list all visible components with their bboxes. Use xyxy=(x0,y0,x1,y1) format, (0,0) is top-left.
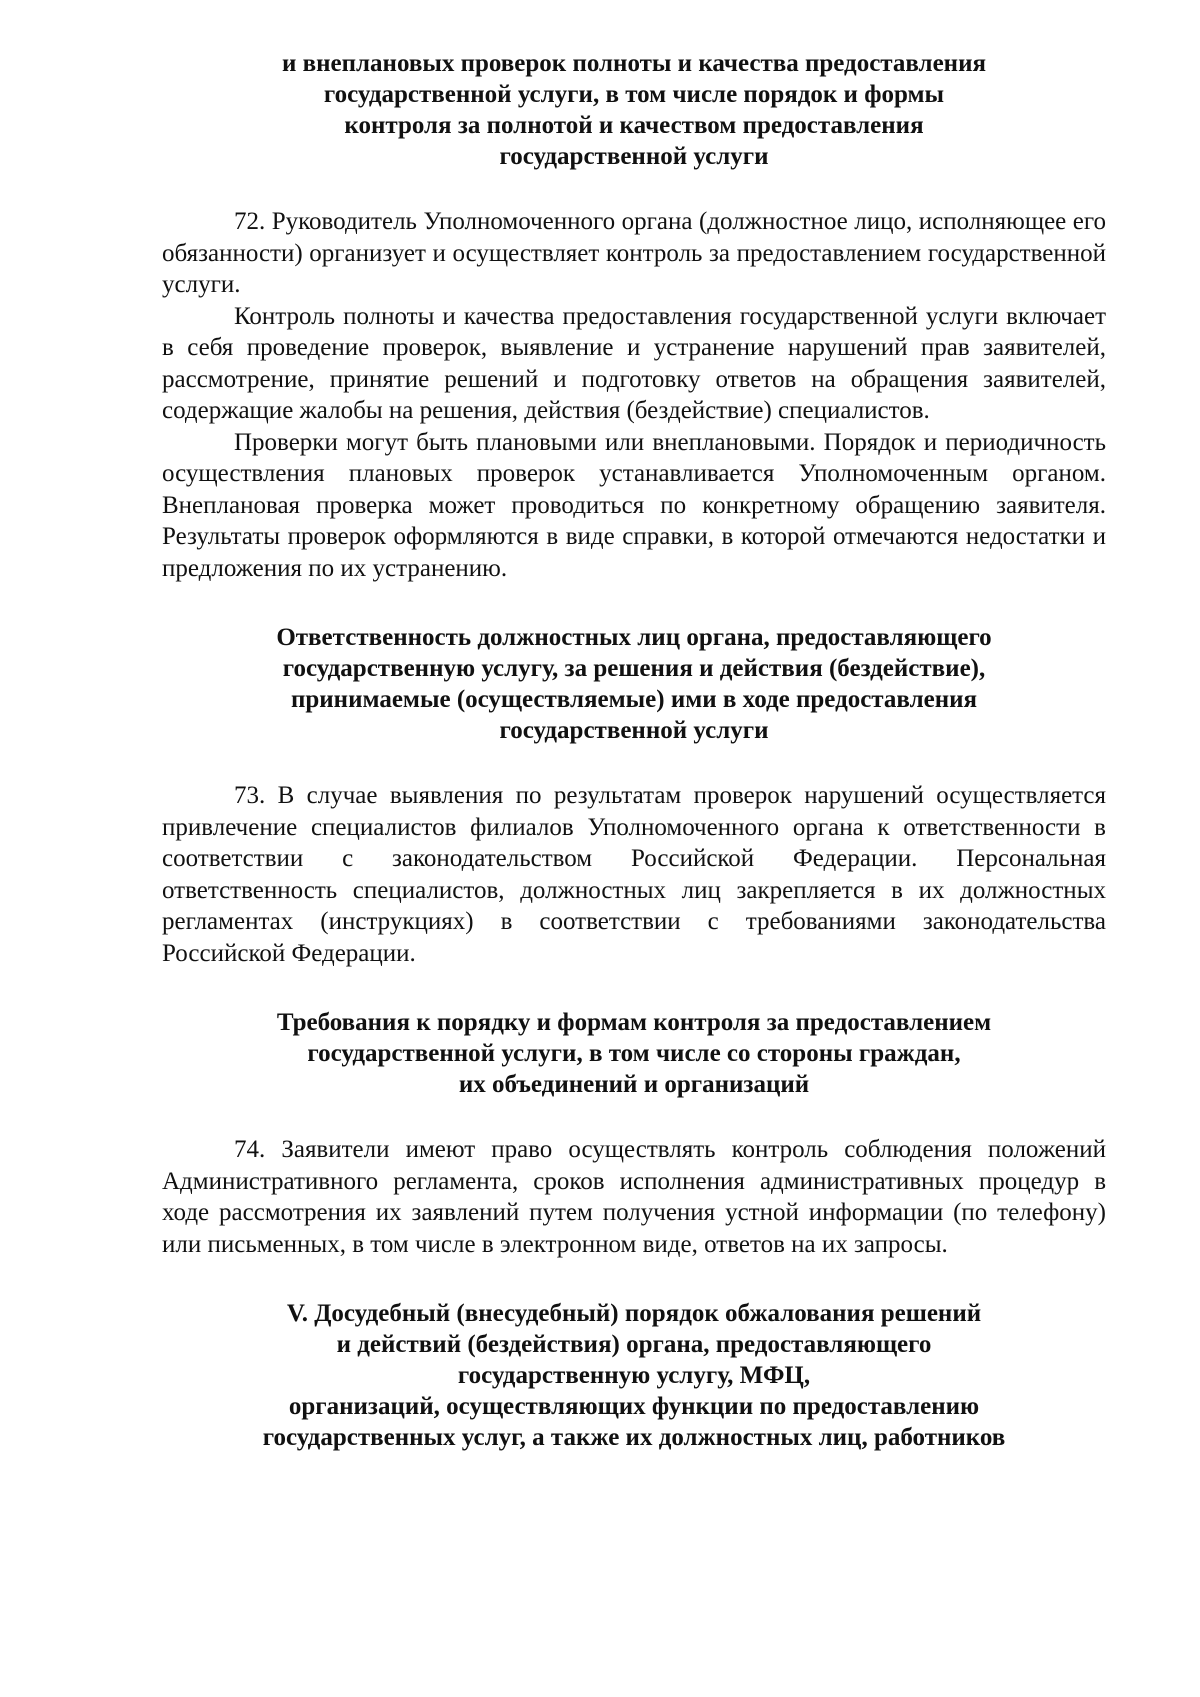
heading-line: организаций, осуществляющих функции по предоставлению xyxy=(288,1393,980,1420)
heading-line: государственную услугу, МФЦ, xyxy=(457,1362,811,1389)
heading-line: принимаемые (осуществляемые) ими в ходе предоставления xyxy=(290,686,978,713)
heading-line: и внеплановых проверок полноты и качества предоставления xyxy=(281,50,987,77)
heading-line: государственной услуги xyxy=(499,717,769,744)
heading-control-procedures xyxy=(162,48,1106,172)
heading-line: V. Досудебный (внесудебный) порядок обжалования решений xyxy=(286,1300,982,1327)
heading-line: Требования к порядку и формам контроля за предоставлением xyxy=(276,1009,992,1036)
heading-line: и действий (бездействия) органа, предоставляющего xyxy=(336,1331,932,1358)
heading-official-responsibility xyxy=(162,622,1106,746)
heading-line: государственной услуги, в том числе со стороны граждан, xyxy=(307,1040,961,1067)
heading-line: Ответственность должностных лиц органа, предоставляющего xyxy=(276,624,992,651)
heading-control-requirements xyxy=(162,1007,1106,1100)
paragraph-73: 73. В случае выявления по результатам проверок нарушений осуществляется привлечение специалистов филиалов Уполномоченного органа к ответственности в соответствии с законодательством Российской Федерации. Персональная ответственность специалистов, должностных лиц закрепляется в их должностных регламентах (инструкциях) в соответствии с требованиями законодательства Российской Федерации. xyxy=(162,782,1106,967)
heading-section-5-appeal xyxy=(162,1298,1106,1453)
heading-line: государственную услугу, за решения и действия (бездействие), xyxy=(282,655,986,682)
heading-line: государственных услуг, а также их должностных лиц, работников xyxy=(262,1424,1006,1451)
heading-line: их объединений и организаций xyxy=(458,1071,810,1098)
paragraph-74: 74. Заявители имеют право осуществлять контроль соблюдения положений Административного регламента, сроков исполнения административных процедур в ходе рассмотрения их заявлений путем получения устной информации (по телефону) или письменных, в том числе в электронном виде, ответов на их запросы. xyxy=(162,1136,1106,1258)
paragraph-72: 72. Руководитель Уполномоченного органа (должностное лицо, исполняющее его обязанности) организует и осуществляет контроль за предоставлением государственной услуги. xyxy=(162,208,1106,298)
heading-line: государственной услуги, в том числе порядок и формы xyxy=(323,81,945,108)
paragraph-72-control-scope: Контроль полноты и качества предоставления государственной услуги включает в себя проведение проверок, выявление и устранение нарушений прав заявителей, рассмотрение, принятие решений и подготовку ответов на обращения заявителей, содержащие жалобы на решения, действия (бездействие) специалистов. xyxy=(162,302,1106,424)
paragraph-72-inspections: Проверки могут быть плановыми или внеплановыми. Порядок и периодичность осуществления плановых проверок устанавливается Уполномоченным органом. Внеплановая проверка может проводиться по конкретному обращению заявителя. Результаты проверок оформляются в виде справки, в которой отмечаются недостатки и предложения по их устранению. xyxy=(162,428,1106,582)
heading-line: государственной услуги xyxy=(499,143,769,170)
document-content xyxy=(162,48,1106,1453)
heading-line: контроля за полнотой и качеством предоставления xyxy=(344,112,924,139)
